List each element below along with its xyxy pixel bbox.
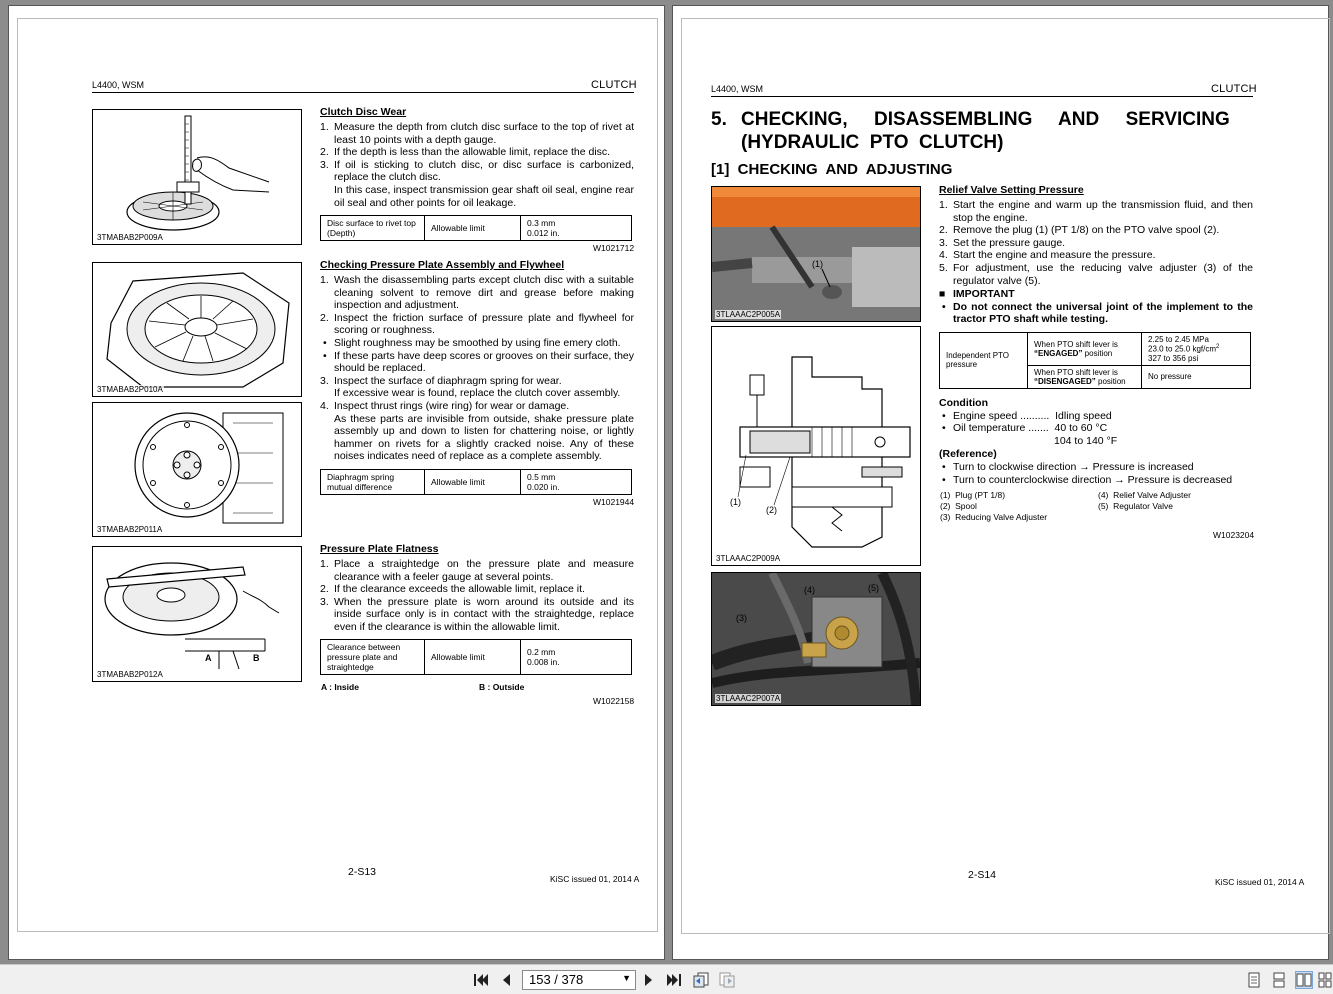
pto-plug-photo [712, 187, 920, 321]
callout-5: (5) [868, 583, 879, 593]
doc-code: W1021944 [593, 497, 635, 507]
list-item: 3. Set the pressure gauge. [939, 236, 1066, 249]
spec-condition-engaged: When PTO shift lever is “ENGAGED” position [1028, 333, 1142, 366]
list-item: 3. Inspect the surface of diaphragm spring for wear. [320, 374, 562, 387]
section-body-pressure-plate-flywheel [320, 274, 634, 463]
next-page-icon[interactable] [640, 971, 658, 989]
header-rule [711, 96, 1253, 97]
label-a: A [205, 653, 212, 663]
callout-3: (3) [736, 613, 747, 623]
list-item: 1. Wash the disassembling parts except clutch disc with a suitable cleaning solvent to remove dirt and grease before making inspection and adjustment. [320, 274, 634, 312]
page-header-right: CLUTCH [591, 79, 637, 91]
reference-heading: (Reference) [939, 448, 997, 461]
legend-inside: A : Inside [321, 682, 359, 692]
note-text: As these parts are invisible from outside, shake pressure plate assembly up and down to listen for chattering noise, or lightly hammer on rivets for a slightly cracked noise. Any of these noises indicates need of replace as a complete assembly. [334, 412, 634, 463]
clutch-disc-illustration [93, 110, 301, 244]
spec-item: Diaphragm spring mutual difference [321, 470, 425, 495]
part-label: (2) Spool [940, 501, 977, 511]
page-number: 2-S13 [348, 866, 377, 878]
list-item: 4. Inspect thrust rings (wire ring) for wear or damage. [320, 399, 570, 412]
callout-4: (4) [804, 585, 815, 595]
first-page-icon[interactable] [472, 971, 490, 989]
condition-heading: Condition [939, 397, 988, 409]
section-subtitle: [1] CHECKING AND ADJUSTING [711, 161, 953, 178]
condition-item: • Oil temperature ....... 40 to 60 °C [942, 422, 1108, 435]
figure-caption: 3TMABAB2P009A [97, 233, 163, 242]
spec-limit-label: Allowable limit [425, 470, 521, 495]
part-label: (3) Reducing Valve Adjuster [940, 512, 1048, 522]
figure-caption: 3TMABAB2P012A [97, 670, 163, 679]
part-label: (5) Regulator Valve [1098, 501, 1173, 511]
navigation-toolbar [0, 964, 1333, 994]
doc-code: W1022158 [593, 696, 635, 706]
reference-item: • Turn to counterclockwise direction → Pressure is decreased [942, 473, 1233, 486]
condition-item: • Engine speed .......... Idling speed [942, 409, 1112, 422]
list-item: 3. If oil is sticking to clutch disc, or disc surface is carbonized, replace the clutch disc. [320, 158, 634, 184]
flywheel-illustration [93, 403, 301, 536]
page-left [8, 5, 665, 960]
two-page-view-icon[interactable] [1295, 971, 1313, 989]
regulator-valve-photo [712, 573, 920, 705]
page-header-right: CLUTCH [1211, 83, 1257, 95]
continuous-view-icon[interactable] [1270, 971, 1288, 989]
issue-label: KiSC issued 01, 2014 A [550, 874, 640, 884]
spec-table-disc-depth [320, 215, 632, 241]
straightedge-illustration [93, 547, 301, 681]
spec-value: 0.5 mm 0.020 in. [521, 470, 632, 495]
reference-item: • Turn to clockwise direction → Pressure is increased [942, 460, 1194, 473]
callout-1: (1) [812, 259, 823, 269]
list-item: 1. Start the engine and warm up the transmission fluid, and then stop the engine. [939, 199, 1253, 224]
figure-clutch-disc-depth-gauge [92, 109, 302, 245]
important-text: • Do not connect the universal joint of the implement to the tractor PTO shaft while testing. [942, 300, 1253, 326]
spec-limit-label: Allowable limit [425, 216, 521, 241]
callout-2: (2) [766, 505, 777, 515]
spec-condition-disengaged: When PTO shift lever is “DISENGAGED” position [1028, 365, 1142, 388]
part-label: (4) Relief Valve Adjuster [1098, 490, 1191, 500]
note-text: In this case, inspect transmission gear shaft oil seal, engine rear oil seal and other points for oil leakage. [334, 183, 634, 209]
spec-item: Disc surface to rivet top (Depth) [321, 216, 425, 241]
section-title-clutch-disc-wear: Clutch Disc Wear [320, 106, 407, 118]
label-b: B [253, 653, 260, 663]
figure-photo-regulator-valve [711, 572, 921, 706]
previous-page-icon[interactable] [497, 971, 515, 989]
spec-value-engaged: 2.25 to 2.45 MPa 23.0 to 25.0 kgf/$cm^2$ 327 to 356 psi [1142, 333, 1251, 366]
figure-caption: 3TMABAB2P011A [97, 525, 163, 534]
two-page-continuous-view-icon[interactable] [1316, 971, 1333, 989]
list-item: • Slight roughness may be smoothed by using fine emery cloth. [323, 336, 621, 349]
section-title-pressure-plate-flywheel: Checking Pressure Plate Assembly and Flywheel [320, 259, 565, 271]
figure-flywheel [92, 402, 302, 537]
section-body-relief-valve [939, 199, 1253, 326]
list-item: 4. Start the engine and measure the pressure. [939, 249, 1156, 262]
list-item: 1. Measure the depth from clutch disc surface to the top of rivet at least 10 points with a depth gauge. [320, 121, 634, 146]
single-page-view-icon[interactable] [1245, 971, 1263, 989]
list-item: • If these parts have deep scores or grooves on their surface, they should be replaced. [323, 349, 634, 375]
next-view-icon[interactable] [718, 971, 736, 989]
header-rule [92, 92, 634, 93]
spec-item: Independent PTO pressure [940, 333, 1028, 389]
page-number: 2-S14 [968, 869, 997, 881]
spec-table-flatness [320, 639, 632, 675]
important-heading: ■ IMPORTANT [939, 288, 1015, 301]
issue-label: KiSC issued 01, 2014 A [1215, 877, 1305, 887]
section-body-pressure-plate-flatness [320, 558, 634, 634]
figure-pto-valve-diagram [711, 326, 921, 566]
spec-item: Clearance between pressure plate and straightedge [321, 640, 425, 675]
chevron-down-icon[interactable]: ▼ [622, 973, 631, 983]
list-item: 2. If the depth is less than the allowable limit, replace the disc. [320, 146, 611, 159]
spec-table-pto-pressure [939, 332, 1251, 389]
list-item: 2. Inspect the friction surface of pressure plate and flywheel for scoring or roughness. [320, 311, 634, 337]
figure-caption: 3TMABAB2P010A [97, 385, 163, 394]
condition-block [939, 397, 1253, 486]
part-label: (1) Plug (PT 1/8) [940, 490, 1006, 500]
page-header-left: L4400, WSM [711, 84, 764, 94]
spec-limit-label: Allowable limit [425, 640, 521, 675]
doc-code: W1023204 [1213, 530, 1255, 540]
page-right [672, 5, 1329, 960]
condition-item-sub: 104 to 140 °F [1054, 434, 1118, 447]
previous-view-icon[interactable] [692, 971, 710, 989]
spec-value: 0.3 mm 0.012 in. [521, 216, 632, 241]
list-item: 5. For adjustment, use the reducing valve adjuster (3) of the regulator valve (5). [939, 261, 1253, 287]
spec-value: 0.2 mm 0.008 in. [521, 640, 632, 675]
figure-caption: 3TLAAAC2P007A [716, 694, 781, 703]
section-title-relief-valve: Relief Valve Setting Pressure [939, 184, 1084, 196]
figure-photo-pto-plug [711, 186, 921, 322]
pto-valve-cross-section [712, 327, 920, 565]
page-number-field[interactable] [522, 970, 636, 990]
chapter-number: 5. [711, 109, 727, 130]
chapter-title-line1: CHECKING, DISASSEMBLING AND SERVICING [741, 109, 1230, 130]
figure-straightedge [92, 546, 302, 682]
pressure-plate-illustration [93, 263, 301, 396]
figure-pressure-plate [92, 262, 302, 397]
list-item: 1. Place a straightedge on the pressure plate and measure clearance with a feeler gauge at several points. [320, 558, 634, 583]
page-number-value: 153 / 378 [529, 972, 584, 987]
last-page-icon[interactable] [665, 971, 683, 989]
page-header-left: L4400, WSM [92, 80, 145, 90]
list-item: 2. If the clearance exceeds the allowable limit, replace it. [320, 583, 585, 596]
spec-value-disengaged: No pressure [1142, 365, 1251, 388]
figure-caption: 3TLAAAC2P005A [716, 310, 781, 319]
figure-caption: 3TLAAAC2P009A [716, 554, 781, 563]
doc-code: W1021712 [593, 243, 635, 253]
chapter-title-line2: (HYDRAULIC PTO CLUTCH) [741, 132, 1004, 153]
section-title-pressure-plate-flatness: Pressure Plate Flatness [320, 543, 439, 555]
list-item: 3. When the pressure plate is worn around its outside and its inside surface only is in contact with the straightedge, replace even if the clearance is within the allowable limit. [320, 595, 634, 633]
list-item: 2. Remove the plug (1) (PT 1/8) on the PTO valve spool (2). [939, 224, 1220, 237]
legend-outside: B : Outside [479, 682, 525, 692]
note-text: If excessive wear is found, replace the clutch cover assembly. [334, 387, 621, 400]
callout-1: (1) [730, 497, 741, 507]
section-body-clutch-disc-wear [320, 121, 634, 209]
spec-table-diaphragm [320, 469, 632, 495]
